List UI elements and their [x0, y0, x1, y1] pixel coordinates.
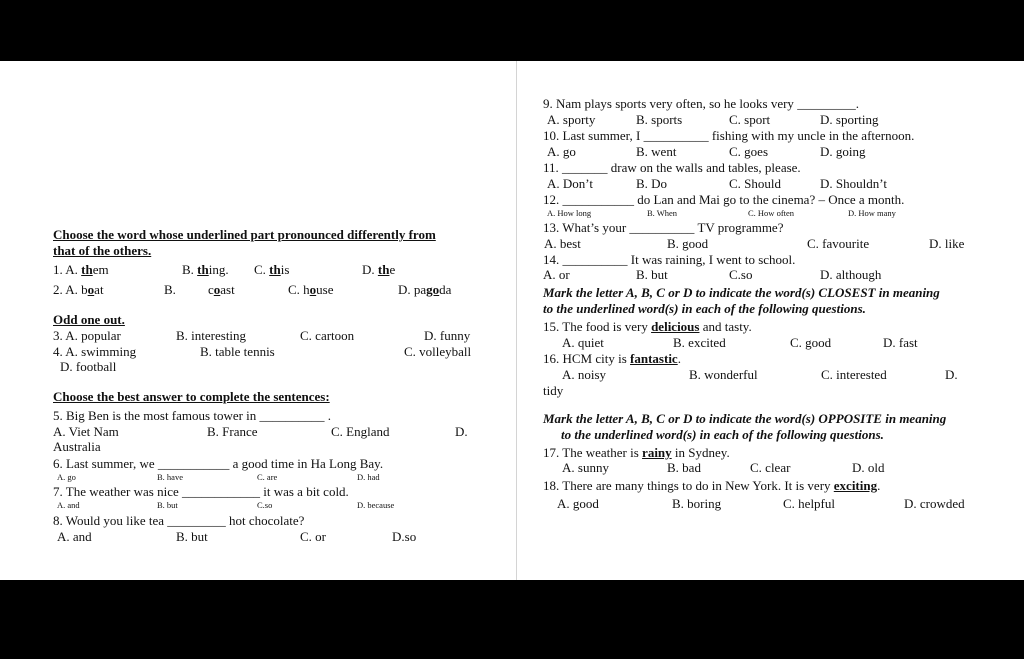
q12-option-d: D. How many — [848, 208, 896, 218]
q11-option-b: B. Do — [636, 176, 668, 191]
q10-option-d: D. going — [820, 144, 866, 159]
q7-stem: 7. The weather was nice ____________ it was a bit cold. — [53, 484, 349, 499]
q11-option-c: C. Should — [729, 176, 782, 191]
q16-option-b: B. wonderful — [689, 367, 758, 382]
q16-stem: 16. HCM city is fantastic. — [543, 351, 681, 366]
q8-option-b: B. but — [176, 529, 208, 544]
q5-option-d-text: Australia — [53, 439, 101, 454]
q17-stem: 17. The weather is rainy in Sydney. — [543, 445, 730, 460]
q9-stem: 9. Nam plays sports very often, so he looks very _________. — [543, 96, 859, 111]
section1-heading-line2: that of the others. — [53, 243, 152, 258]
q6-option-b: B. have — [157, 472, 183, 482]
q5-option-c: C. England — [331, 424, 390, 439]
q18-option-b: B. boring — [672, 496, 722, 511]
q4-option-d: D. football — [60, 359, 117, 374]
q9-option-b: B. sports — [636, 112, 683, 127]
q1-option-c: C. this — [254, 262, 290, 277]
q4-option-a: 4. A. swimming — [53, 344, 137, 359]
q8-option-c: C. or — [300, 529, 326, 544]
q3-option-d: D. funny — [424, 328, 471, 343]
q13-option-a: A. best — [544, 236, 581, 251]
q18-option-d: D. crowded — [904, 496, 965, 511]
q14-option-d: D. although — [820, 267, 882, 282]
q14-option-c: C.so — [729, 267, 753, 282]
q15-option-d: D. fast — [883, 335, 918, 350]
q18-option-a: A. good — [557, 496, 599, 511]
opposite-instruction-line2: to the underlined word(s) in each of the following questions. — [561, 427, 884, 442]
q11-stem: 11. _______ draw on the walls and tables, please. — [543, 160, 801, 175]
q15-option-a: A. quiet — [562, 335, 604, 350]
q11-option-d: D. Shouldn’t — [820, 176, 887, 191]
q16-option-a: A. noisy — [562, 367, 607, 382]
q5-option-a: A. Viet Nam — [53, 424, 119, 439]
q4-option-c: C. volleyball — [404, 344, 472, 359]
q7-option-c: C.so — [257, 500, 273, 510]
q10-option-b: B. went — [636, 144, 677, 159]
q12-stem: 12. ___________ do Lan and Mai go to the cinema? – Once a month. — [543, 192, 905, 207]
q15-stem: 15. The food is very delicious and tasty. — [543, 319, 752, 334]
q12-option-c: C. How often — [748, 208, 795, 218]
worksheet-page — [0, 61, 1024, 580]
q8-stem: 8. Would you like tea _________ hot chocolate? — [53, 513, 305, 528]
q17-option-b: B. bad — [667, 460, 701, 475]
q17-option-d: D. old — [852, 460, 885, 475]
q2-option-a: 2. A. boat — [53, 282, 104, 297]
q5-option-b: B. France — [207, 424, 258, 439]
q13-stem: 13. What’s your __________ TV programme? — [543, 220, 784, 235]
q14-stem: 14. __________ It was raining, I went to school. — [543, 252, 796, 267]
q9-option-c: C. sport — [729, 112, 771, 127]
q2-option-b: coast — [208, 282, 235, 297]
q12-option-a: A. How long — [547, 208, 592, 218]
q13-option-c: C. favourite — [807, 236, 870, 251]
q17-option-a: A. sunny — [562, 460, 609, 475]
q13-option-b: B. good — [667, 236, 709, 251]
q15-option-c: C. good — [790, 335, 832, 350]
q16-option-d-text: tidy — [543, 383, 564, 398]
q7-option-b: B. but — [157, 500, 178, 510]
q3-option-a: 3. A. popular — [53, 328, 121, 343]
q3-option-b: B. interesting — [176, 328, 247, 343]
opposite-instruction-line1: Mark the letter A, B, C or D to indicate the word(s) OPPOSITE in meaning — [543, 411, 947, 426]
q9-option-d: D. sporting — [820, 112, 879, 127]
q7-option-a: A. and — [57, 500, 80, 510]
section2-heading: Odd one out. — [53, 312, 125, 327]
q5-stem: 5. Big Ben is the most famous tower in __________ . — [53, 408, 332, 423]
q18-option-c: C. helpful — [783, 496, 835, 511]
q2-option-b-label: B. — [164, 282, 176, 297]
q6-stem: 6. Last summer, we ___________ a good time in Ha Long Bay. — [53, 456, 384, 471]
q10-stem: 10. Last summer, I __________ fishing with my uncle in the afternoon. — [543, 128, 915, 143]
q5-option-d: D. — [455, 424, 468, 439]
q14-option-b: B. but — [636, 267, 668, 282]
q2-option-c: C. house — [288, 282, 334, 297]
q2-option-d: D. pagoda — [398, 282, 452, 297]
q6-option-d: D. had — [357, 472, 380, 482]
q8-option-a: A. and — [57, 529, 92, 544]
q7-option-d: D. because — [357, 500, 395, 510]
closest-instruction-line1: Mark the letter A, B, C or D to indicate the word(s) CLOSEST in meaning — [543, 285, 940, 300]
q6-option-c: C. are — [257, 472, 278, 482]
q16-option-d: D. — [945, 367, 958, 382]
q10-option-a: A. go — [547, 144, 576, 159]
section3-heading: Choose the best answer to complete the sentences: — [53, 389, 330, 404]
q4-option-b: B. table tennis — [200, 344, 275, 359]
q15-option-b: B. excited — [673, 335, 726, 350]
q3-option-c: C. cartoon — [300, 328, 355, 343]
closest-instruction-line2: to the underlined word(s) in each of the following questions. — [543, 301, 866, 316]
q18-stem: 18. There are many things to do in New York. It is very exciting. — [543, 478, 881, 493]
q12-option-b: B. When — [647, 208, 678, 218]
q17-option-c: C. clear — [750, 460, 791, 475]
section1-heading-line1: Choose the word whose underlined part pronounced differently from — [53, 227, 436, 242]
q11-option-a: A. Don’t — [547, 176, 593, 191]
q13-option-d: D. like — [929, 236, 965, 251]
q8-option-d: D.so — [392, 529, 417, 544]
q9-option-a: A. sporty — [547, 112, 596, 127]
q10-option-c: C. goes — [729, 144, 768, 159]
column-divider — [516, 61, 517, 580]
q1-option-a: 1. A. them — [53, 262, 109, 277]
q1-option-b: B. thing. — [182, 262, 229, 277]
q16-option-c: C. interested — [821, 367, 887, 382]
q1-option-d: D. the — [362, 262, 396, 277]
q6-option-a: A. go — [57, 472, 76, 482]
q14-option-a: A. or — [543, 267, 570, 282]
